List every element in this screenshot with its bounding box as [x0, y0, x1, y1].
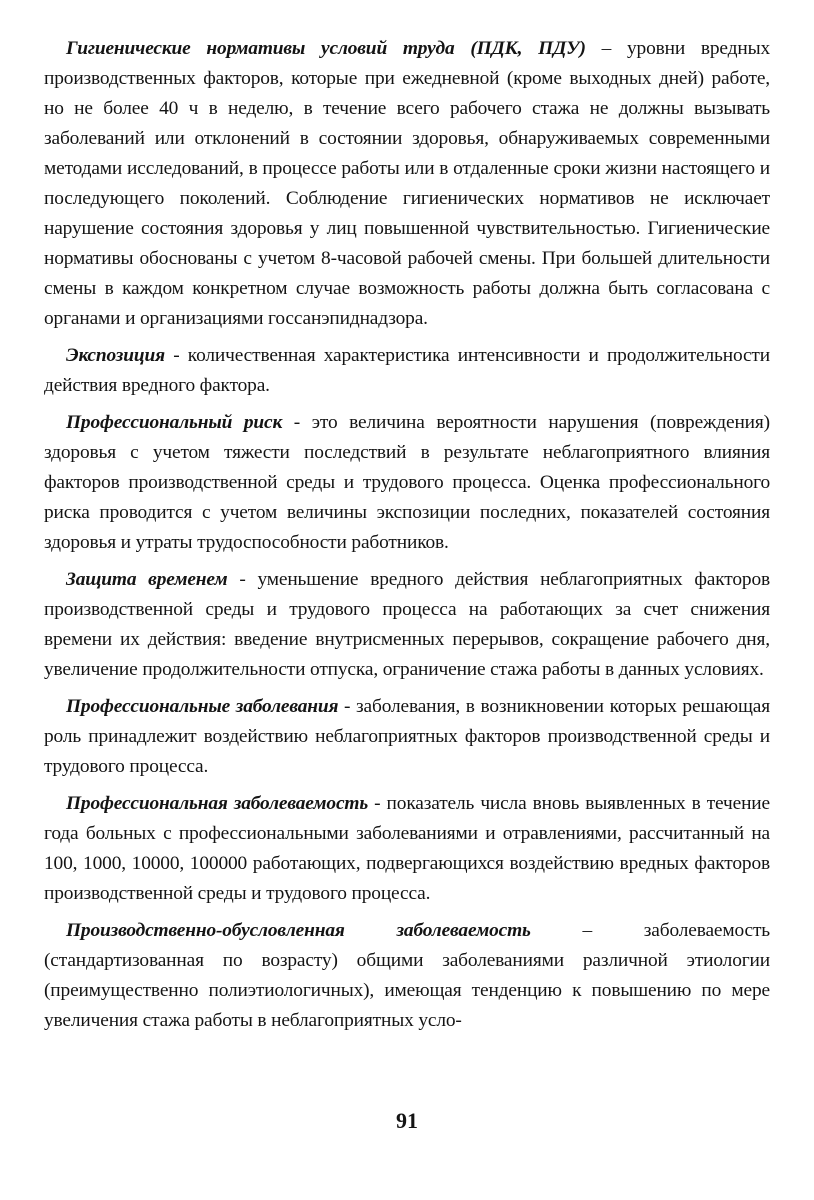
- term-exposure: Экспозиция: [66, 345, 165, 366]
- page-body: [44, 34, 770, 1043]
- paragraph-occupational-diseases: [44, 692, 770, 782]
- definition-hygienic-norms: – уровни вредных производственных факторов, которые при ежедневной (кроме выходных дней) работе, но не более 40 ч в неделю, в течение всего рабочего стажа не должны вызывать заболеваний или отклонений в состоянии здоровья, обнаруживаемых современными методами исследований, в процессе работы или в отдаленные сроки жизни настоящего и последующего поколений. Соблюдение гигиенических нормативов не исключает нарушение состояния здоровья у лиц повышенной чувствительностью. Гигиенические нормативы обоснованы с учетом 8-часовой рабочей смены. При большей длительности смены в каждом конкретном случае возможность работы должна быть согласована с органами и организациями госсанэпиднадзора.: [44, 38, 770, 329]
- term-occupational-morbidity: Профессиональная заболеваемость: [66, 793, 369, 814]
- definition-occupational-morbidity: - показатель числа вновь выявленных в течение года больных с профессиональными заболеваниями и отравлениями, рассчитанный на 100, 1000, 10000, 100000 работающих, подвергающихся воздействию вредных факторов производственной среды и трудового процесса.: [44, 793, 770, 904]
- term-work-related-morbidity: Производственно-обусловленная заболеваемость: [66, 920, 531, 941]
- paragraph-hygienic-norms: [44, 34, 770, 334]
- term-occupational-diseases: Профессиональные заболевания: [66, 696, 339, 717]
- paragraph-time-protection: [44, 565, 770, 685]
- paragraph-occupational-morbidity: [44, 789, 770, 909]
- paragraph-work-related-morbidity: [44, 916, 770, 1036]
- definition-work-related-morbidity: – заболеваемость (стандартизованная по возрасту) общими заболеваниями различной этиологии (преимущественно полиэтиологичных), имеющая тенденцию к повышению по мере увеличения стажа работы в неблагоприятных усло-: [44, 920, 770, 1031]
- definition-professional-risk: - это величина вероятности нарушения (повреждения) здоровья с учетом тяжести последствий в результате неблагоприятного влияния факторов производственной среды и трудового процесса. Оценка профессионального риска проводится с учетом величины экспозиции последних, показателей состояния здоровья и утраты трудоспособности работников.: [44, 412, 770, 553]
- paragraph-professional-risk: [44, 408, 770, 558]
- term-time-protection: Защита временем: [66, 569, 228, 590]
- definition-time-protection: - уменьшение вредного действия неблагоприятных факторов производственной среды и трудового процесса на работающих за счет снижения времени их действия: введение внутрисменных перерывов, сокращение рабочего дня, увеличение продолжительности отпуска, ограничение стажа работы в данных условиях.: [44, 569, 770, 680]
- definition-exposure: - количественная характеристика интенсивности и продолжительности действия вредного фактора.: [44, 345, 770, 396]
- definition-occupational-diseases: - заболевания, в возникновении которых решающая роль принадлежит воздействию неблагоприятных факторов производственной среды и трудового процесса.: [44, 696, 770, 777]
- paragraph-exposure: [44, 341, 770, 401]
- term-hygienic-norms: Гигиенические нормативы условий труда (ПДК, ПДУ): [66, 38, 586, 59]
- page-number: 91: [396, 1108, 418, 1133]
- term-professional-risk: Профессиональный риск: [66, 412, 283, 433]
